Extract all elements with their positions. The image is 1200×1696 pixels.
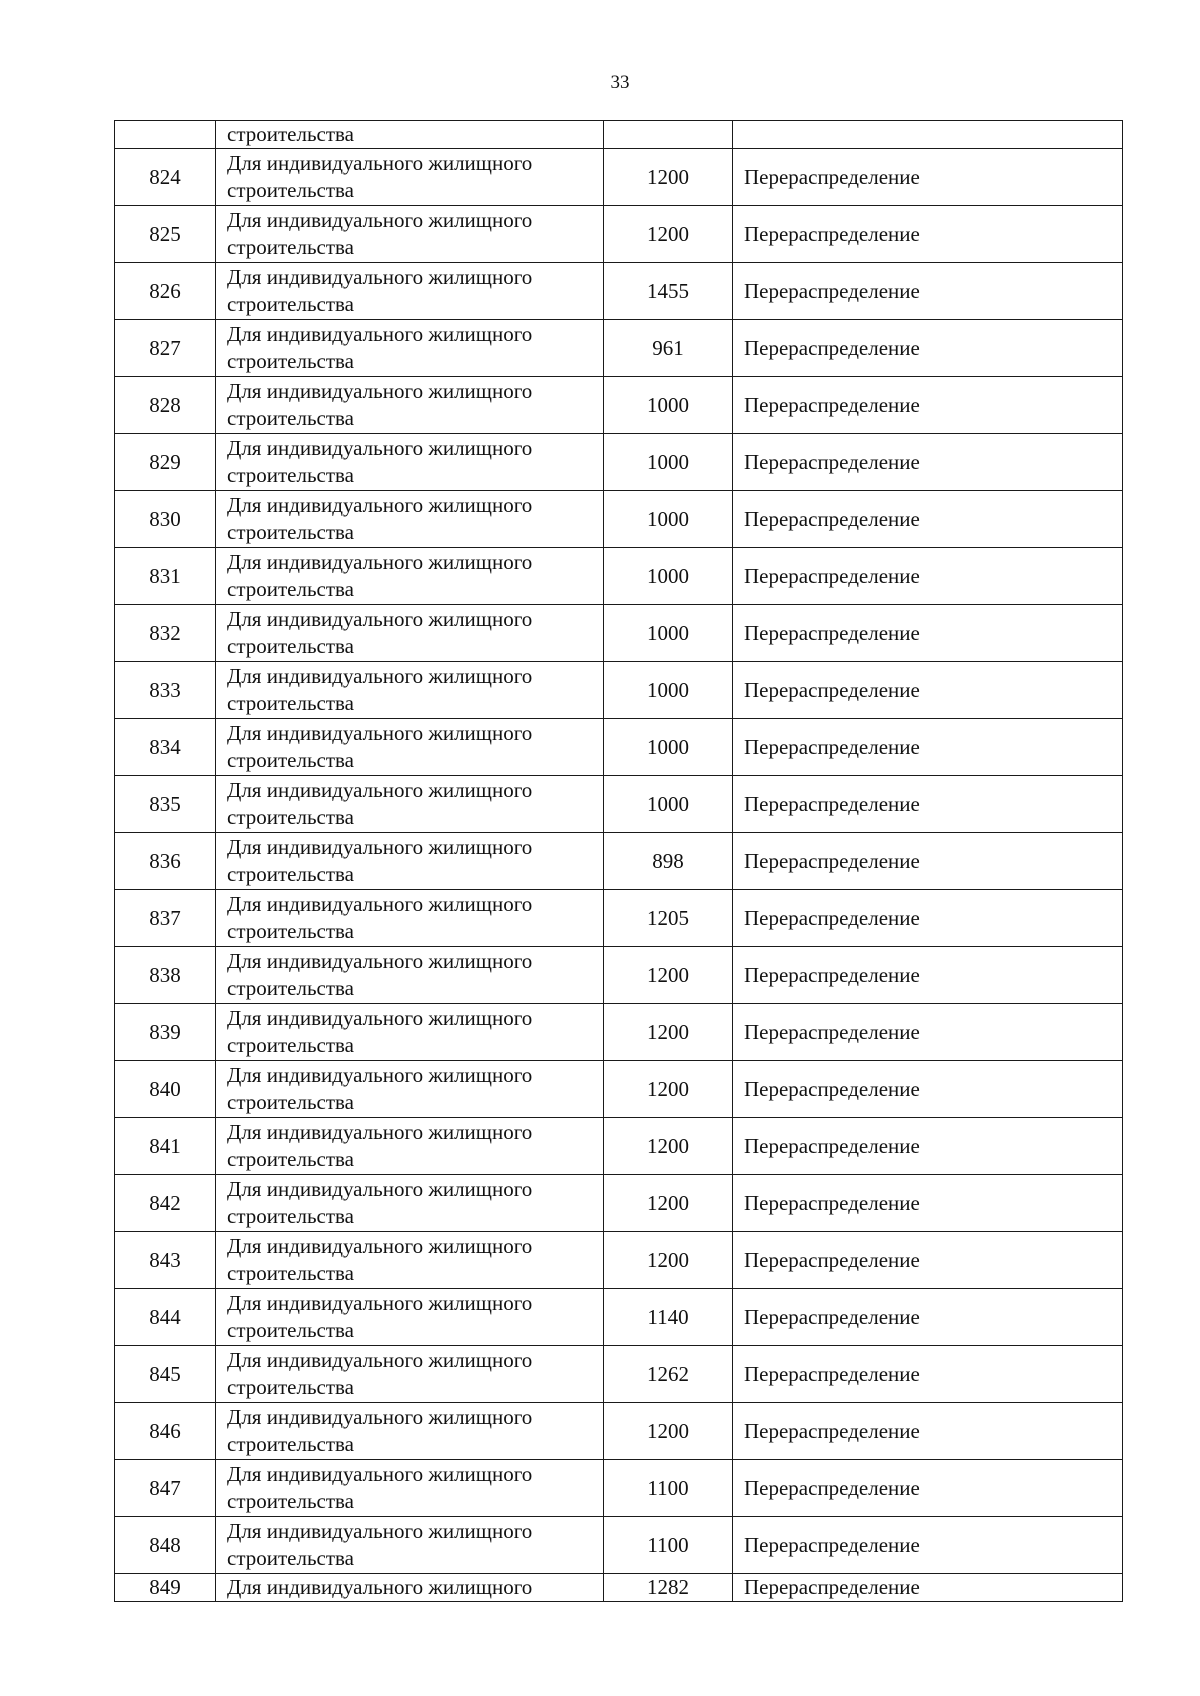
method-cell: Перераспределение	[733, 662, 1123, 719]
method-cell: Перераспределение	[733, 1517, 1123, 1574]
permitted-use-cell	[216, 434, 604, 491]
table-row	[115, 1517, 1123, 1574]
permitted-use-text: строительства	[227, 1033, 355, 1057]
row-number-cell: 825	[115, 206, 216, 263]
permitted-use-cell	[216, 833, 604, 890]
table-row	[115, 434, 1123, 491]
permitted-use-cell	[216, 605, 604, 662]
permitted-use-text: Для индивидуального жилищного	[227, 778, 533, 802]
method-cell: Перераспределение	[733, 434, 1123, 491]
area-cell: 961	[604, 320, 733, 377]
row-number-cell: 838	[115, 947, 216, 1004]
row-number-cell: 844	[115, 1289, 216, 1346]
table-row	[115, 719, 1123, 776]
area-cell	[604, 121, 733, 149]
table-row	[115, 149, 1123, 206]
permitted-use-cell	[216, 1175, 604, 1232]
permitted-use-text: строительства	[227, 406, 355, 430]
table-row	[115, 1346, 1123, 1403]
permitted-use-text: строительства	[227, 634, 355, 658]
permitted-use-text: строительства	[227, 122, 355, 146]
permitted-use-text: строительства	[227, 520, 355, 544]
permitted-use-cell	[216, 1403, 604, 1460]
table-row	[115, 1118, 1123, 1175]
table-row	[115, 1061, 1123, 1118]
permitted-use-text: строительства	[227, 1489, 355, 1513]
table-row	[115, 1460, 1123, 1517]
area-cell: 1200	[604, 1403, 733, 1460]
permitted-use-text: Для индивидуального жилищного	[227, 322, 533, 346]
area-cell: 1000	[604, 719, 733, 776]
permitted-use-text: Для индивидуального жилищного	[227, 892, 533, 916]
method-cell	[733, 121, 1123, 149]
table-row	[115, 605, 1123, 662]
table-row	[115, 1175, 1123, 1232]
area-cell: 1200	[604, 947, 733, 1004]
permitted-use-text: Для индивидуального жилищного	[227, 1291, 533, 1315]
permitted-use-cell	[216, 662, 604, 719]
land-plots-table	[114, 120, 1123, 1602]
method-cell: Перераспределение	[733, 491, 1123, 548]
permitted-use-cell	[216, 1517, 604, 1574]
method-cell: Перераспределение	[733, 1175, 1123, 1232]
row-number-cell: 843	[115, 1232, 216, 1289]
method-cell: Перераспределение	[733, 1232, 1123, 1289]
permitted-use-text: Для индивидуального жилищного	[227, 1519, 533, 1543]
permitted-use-text: строительства	[227, 235, 355, 259]
permitted-use-cell	[216, 1118, 604, 1175]
permitted-use-text: Для индивидуального жилищного	[227, 1405, 533, 1429]
permitted-use-text: Для индивидуального жилищного	[227, 151, 533, 175]
permitted-use-cell	[216, 263, 604, 320]
page-number: 33	[610, 72, 630, 93]
permitted-use-text: Для индивидуального жилищного	[227, 1234, 533, 1258]
permitted-use-text: строительства	[227, 1375, 355, 1399]
permitted-use-text: строительства	[227, 919, 355, 943]
permitted-use-text: строительства	[227, 1147, 355, 1171]
row-number-cell: 830	[115, 491, 216, 548]
table-row	[115, 776, 1123, 833]
method-cell: Перераспределение	[733, 1460, 1123, 1517]
permitted-use-text: Для индивидуального жилищного	[227, 721, 533, 745]
permitted-use-cell	[216, 1004, 604, 1061]
area-cell: 1000	[604, 662, 733, 719]
permitted-use-text: Для индивидуального жилищного	[227, 1006, 533, 1030]
permitted-use-text: Для индивидуального жилищного	[227, 664, 533, 688]
row-number-cell: 840	[115, 1061, 216, 1118]
area-cell: 1000	[604, 605, 733, 662]
method-cell: Перераспределение	[733, 1061, 1123, 1118]
table-body	[115, 121, 1123, 1602]
row-number-cell: 824	[115, 149, 216, 206]
area-cell: 1100	[604, 1460, 733, 1517]
permitted-use-cell	[216, 1574, 604, 1602]
permitted-use-text: Для индивидуального жилищного	[227, 1575, 533, 1599]
method-cell: Перераспределение	[733, 263, 1123, 320]
permitted-use-text: строительства	[227, 1546, 355, 1570]
permitted-use-cell	[216, 377, 604, 434]
table-row-continued	[115, 121, 1123, 149]
row-number-cell: 848	[115, 1517, 216, 1574]
table-row	[115, 1574, 1123, 1602]
row-number-cell: 831	[115, 548, 216, 605]
permitted-use-text: строительства	[227, 976, 355, 1000]
permitted-use-text: строительства	[227, 1432, 355, 1456]
permitted-use-text: Для индивидуального жилищного	[227, 550, 533, 574]
row-number-cell: 832	[115, 605, 216, 662]
method-cell: Перераспределение	[733, 833, 1123, 890]
area-cell: 1200	[604, 149, 733, 206]
permitted-use-text: строительства	[227, 577, 355, 601]
row-number-cell: 836	[115, 833, 216, 890]
row-number-cell: 833	[115, 662, 216, 719]
area-cell: 898	[604, 833, 733, 890]
row-number-cell: 847	[115, 1460, 216, 1517]
permitted-use-text: строительства	[227, 1204, 355, 1228]
permitted-use-text: строительства	[227, 748, 355, 772]
permitted-use-text: Для индивидуального жилищного	[227, 1177, 533, 1201]
permitted-use-text: строительства	[227, 1261, 355, 1285]
permitted-use-cell	[216, 776, 604, 833]
table-row	[115, 1004, 1123, 1061]
method-cell: Перераспределение	[733, 1574, 1123, 1602]
method-cell: Перераспределение	[733, 149, 1123, 206]
method-cell: Перераспределение	[733, 719, 1123, 776]
row-number-cell: 834	[115, 719, 216, 776]
permitted-use-text: Для индивидуального жилищного	[227, 835, 533, 859]
permitted-use-cell	[216, 1289, 604, 1346]
area-cell: 1000	[604, 491, 733, 548]
permitted-use-cell	[216, 1232, 604, 1289]
table-row	[115, 1232, 1123, 1289]
area-cell: 1200	[604, 1232, 733, 1289]
permitted-use-text: строительства	[227, 862, 355, 886]
permitted-use-cell	[216, 491, 604, 548]
permitted-use-cell	[216, 548, 604, 605]
permitted-use-cell	[216, 1346, 604, 1403]
table-row	[115, 1289, 1123, 1346]
method-cell: Перераспределение	[733, 890, 1123, 947]
row-number-cell: 845	[115, 1346, 216, 1403]
area-cell: 1200	[604, 1175, 733, 1232]
table-row	[115, 947, 1123, 1004]
area-cell: 1200	[604, 1118, 733, 1175]
permitted-use-text: строительства	[227, 178, 355, 202]
permitted-use-text: Для индивидуального жилищного	[227, 949, 533, 973]
method-cell: Перераспределение	[733, 320, 1123, 377]
method-cell: Перераспределение	[733, 1289, 1123, 1346]
row-number-cell: 829	[115, 434, 216, 491]
permitted-use-text: Для индивидуального жилищного	[227, 1348, 533, 1372]
table-row	[115, 377, 1123, 434]
permitted-use-text: строительства	[227, 805, 355, 829]
row-number-cell: 846	[115, 1403, 216, 1460]
method-cell: Перераспределение	[733, 947, 1123, 1004]
row-number-cell: 837	[115, 890, 216, 947]
permitted-use-text: Для индивидуального жилищного	[227, 493, 533, 517]
table-row	[115, 548, 1123, 605]
area-cell: 1200	[604, 1004, 733, 1061]
area-cell: 1262	[604, 1346, 733, 1403]
method-cell: Перераспределение	[733, 1346, 1123, 1403]
method-cell: Перераспределение	[733, 377, 1123, 434]
permitted-use-text: строительства	[227, 691, 355, 715]
permitted-use-text: строительства	[227, 292, 355, 316]
permitted-use-text: строительства	[227, 1090, 355, 1114]
table-row	[115, 206, 1123, 263]
row-number-cell: 842	[115, 1175, 216, 1232]
method-cell: Перераспределение	[733, 206, 1123, 263]
method-cell: Перераспределение	[733, 776, 1123, 833]
permitted-use-text: Для индивидуального жилищного	[227, 1063, 533, 1087]
area-cell: 1000	[604, 776, 733, 833]
permitted-use-text: Для индивидуального жилищного	[227, 1462, 533, 1486]
permitted-use-cell	[216, 947, 604, 1004]
row-number-cell: 826	[115, 263, 216, 320]
row-number-cell: 835	[115, 776, 216, 833]
permitted-use-text: Для индивидуального жилищного	[227, 607, 533, 631]
method-cell: Перераспределение	[733, 548, 1123, 605]
table-row	[115, 833, 1123, 890]
table-row	[115, 662, 1123, 719]
permitted-use-text: Для индивидуального жилищного	[227, 379, 533, 403]
method-cell: Перераспределение	[733, 605, 1123, 662]
method-cell: Перераспределение	[733, 1403, 1123, 1460]
permitted-use-cell	[216, 149, 604, 206]
area-cell: 1140	[604, 1289, 733, 1346]
area-cell: 1282	[604, 1574, 733, 1602]
permitted-use-cell	[216, 890, 604, 947]
permitted-use-text: Для индивидуального жилищного	[227, 208, 533, 232]
row-number-cell: 828	[115, 377, 216, 434]
area-cell: 1000	[604, 434, 733, 491]
area-cell: 1200	[604, 1061, 733, 1118]
table-row	[115, 491, 1123, 548]
table-row	[115, 263, 1123, 320]
area-cell: 1000	[604, 548, 733, 605]
area-cell: 1205	[604, 890, 733, 947]
row-number-cell: 839	[115, 1004, 216, 1061]
permitted-use-cell	[216, 1061, 604, 1118]
permitted-use-text: строительства	[227, 349, 355, 373]
row-number-cell: 841	[115, 1118, 216, 1175]
permitted-use-cell	[216, 121, 604, 149]
permitted-use-text: строительства	[227, 463, 355, 487]
method-cell: Перераспределение	[733, 1118, 1123, 1175]
permitted-use-text: Для индивидуального жилищного	[227, 1120, 533, 1144]
table-row	[115, 890, 1123, 947]
method-cell: Перераспределение	[733, 1004, 1123, 1061]
area-cell: 1455	[604, 263, 733, 320]
permitted-use-text: Для индивидуального жилищного	[227, 436, 533, 460]
permitted-use-cell	[216, 206, 604, 263]
row-number-cell	[115, 121, 216, 149]
permitted-use-cell	[216, 320, 604, 377]
permitted-use-text: Для индивидуального жилищного	[227, 265, 533, 289]
row-number-cell: 827	[115, 320, 216, 377]
area-cell: 1000	[604, 377, 733, 434]
row-number-cell: 849	[115, 1574, 216, 1602]
permitted-use-cell	[216, 1460, 604, 1517]
table-row	[115, 320, 1123, 377]
area-cell: 1200	[604, 206, 733, 263]
area-cell: 1100	[604, 1517, 733, 1574]
permitted-use-cell	[216, 719, 604, 776]
table-row	[115, 1403, 1123, 1460]
permitted-use-text: строительства	[227, 1318, 355, 1342]
